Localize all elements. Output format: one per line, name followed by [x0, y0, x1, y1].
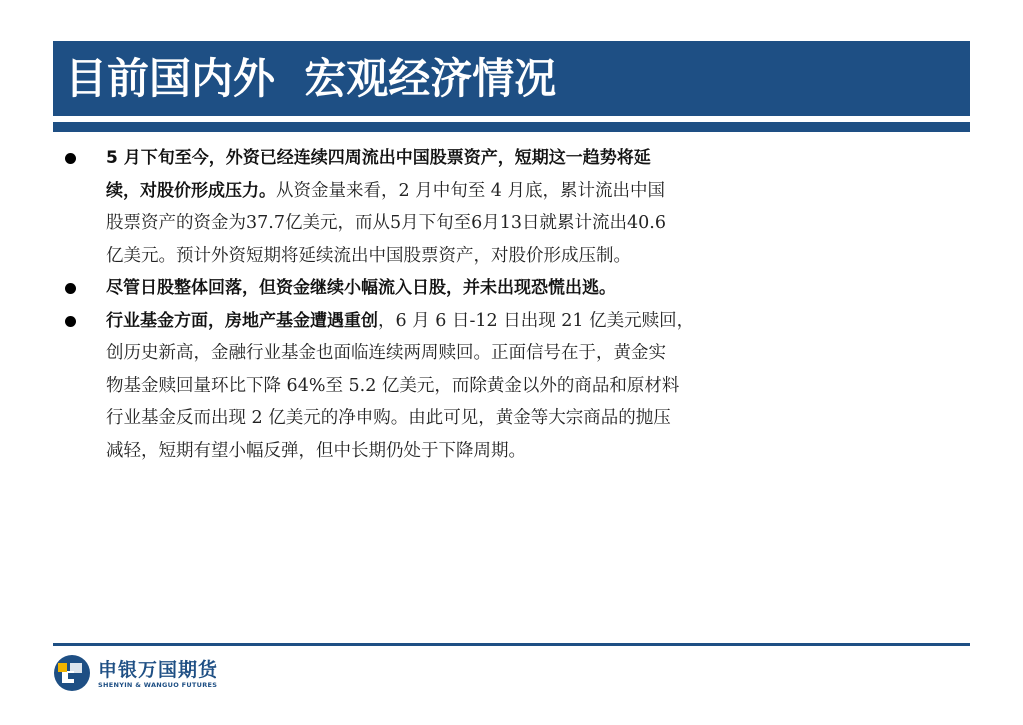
bullet-item-3: [60, 305, 780, 468]
bullet-dot-icon: [65, 153, 76, 164]
bullet-dot-icon: [65, 316, 76, 327]
bullet-line: 股票资产的资金为37.7亿美元，而从5月下旬至6月13日就累计流出40.6: [106, 213, 666, 233]
bullet-dot-icon: [65, 283, 76, 294]
title-underline: [53, 122, 970, 132]
logo-text-cn: 申银万国期货: [98, 659, 219, 681]
title-bar: [53, 41, 970, 116]
bullet-list: [60, 138, 780, 467]
logo-mark-icon: [53, 654, 91, 692]
bullet-item-1: [60, 142, 780, 272]
bullet-item-2: [60, 272, 780, 305]
company-logo: [53, 654, 219, 694]
bullet-line: 行业基金反而出现 2 亿美元的净申购。由此可见，黄金等大宗商品的抛压: [106, 408, 671, 428]
bullet-line: 5 月下旬至今，外资已经连续四周流出中国股票资产，短期这一趋势将延: [106, 148, 651, 168]
bullet-line: 创历史新高，金融行业基金也面临连续两周赎回。正面信号在于，黄金实: [106, 343, 666, 363]
bullet-line: 续，对股价形成压力。从资金量来看，2 月中旬至 4 月底，累计流出中国: [106, 180, 665, 201]
bullet-line: 减轻，短期有望小幅反弹，但中长期仍处于下降周期。: [106, 440, 526, 461]
logo-text-en: SHENYIN & WANGUO FUTURES: [98, 681, 218, 689]
bullet-line: 尽管日股整体回落，但资金继续小幅流入日股，并未出现恐慌出逃。: [106, 278, 616, 298]
bullet-line: 行业基金方面，房地产基金遭遇重创，6 月 6 日-12 日出现 21 亿美元赎回，: [106, 310, 695, 331]
bullet-line: 物基金赎回量环比下降 64%至 5.2 亿美元，而除黄金以外的商品和原材料: [106, 375, 680, 396]
footer-divider: [53, 643, 970, 646]
bullet-line: 亿美元。预计外资短期将延续流出中国股票资产，对股价形成压制。: [106, 245, 631, 266]
page-title: 目前国内外 宏观经济情况: [65, 54, 557, 103]
